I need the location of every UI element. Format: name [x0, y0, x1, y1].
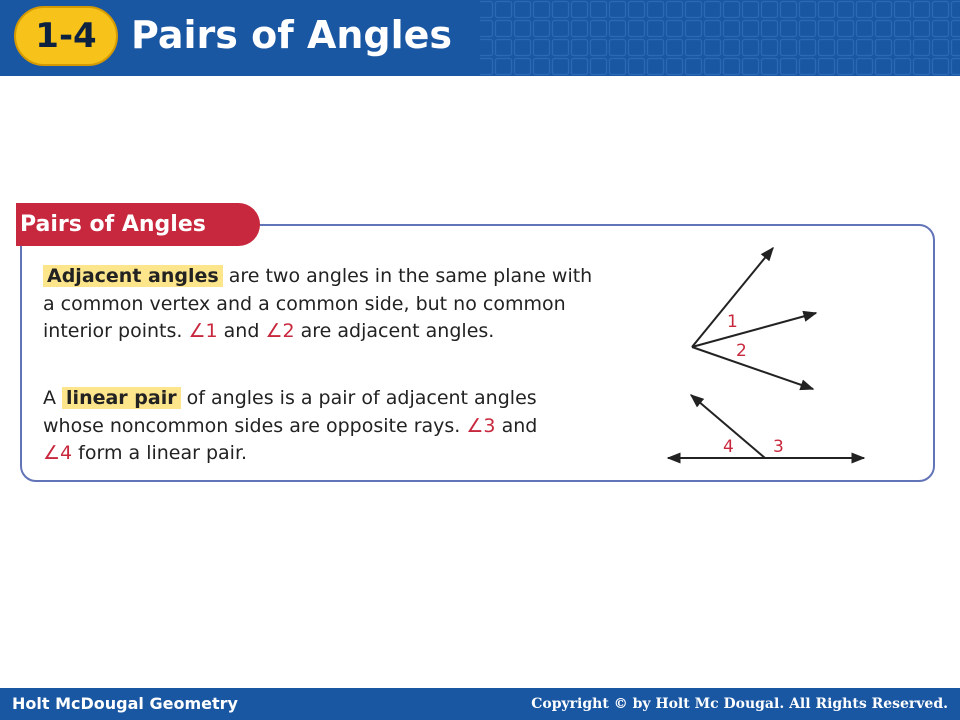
page-title: Pairs of Angles — [131, 13, 453, 57]
angle-label-4: 4 — [723, 437, 734, 457]
linear-line2-a: whose noncommon sides are opposite rays. — [43, 414, 461, 437]
angle-label-1: 1 — [727, 312, 738, 332]
footer-copyright: Copyright © by Holt Mc Dougal. All Rights Reserved. — [531, 696, 948, 712]
adjacent-line3-a: interior points. — [43, 320, 183, 342]
angle-label-2: 2 — [736, 341, 747, 361]
footer-bar — [0, 688, 960, 720]
adjacent-line3-b: and — [223, 320, 260, 342]
ray-lower — [692, 347, 813, 389]
angle-3-ref: ∠3 — [466, 414, 496, 437]
adjacent-angles-diagram — [692, 248, 816, 389]
panel-tab-label: Pairs of Angles — [20, 212, 206, 237]
adjacent-line2: a common vertex and a common side, but no common — [43, 292, 566, 315]
ray-common — [692, 313, 816, 347]
linear-line1-rest: of angles is a pair of adjacent angles — [186, 387, 537, 409]
angle-1-ref: ∠1 — [188, 320, 218, 342]
ray-upper — [692, 248, 773, 347]
linear-pair-term: linear pair — [62, 387, 181, 409]
lesson-number: 1-4 — [35, 16, 97, 56]
footer-publisher: Holt McDougal Geometry — [12, 694, 238, 713]
angle-2-ref: ∠2 — [265, 320, 295, 342]
angle-label-3: 3 — [773, 437, 784, 457]
adjacent-line1: are two angles in the same plane with — [228, 265, 593, 287]
linear-line3: form a linear pair. — [78, 442, 248, 464]
adjacent-angles-term: Adjacent angles — [43, 265, 223, 287]
linear-pair-diagram — [668, 395, 864, 458]
angle-4-ref: ∠4 — [43, 442, 73, 464]
linear-line1-a: A — [43, 387, 56, 409]
adjacent-line3-c: are adjacent angles. — [300, 320, 495, 342]
linear-line2-b: and — [501, 414, 538, 437]
